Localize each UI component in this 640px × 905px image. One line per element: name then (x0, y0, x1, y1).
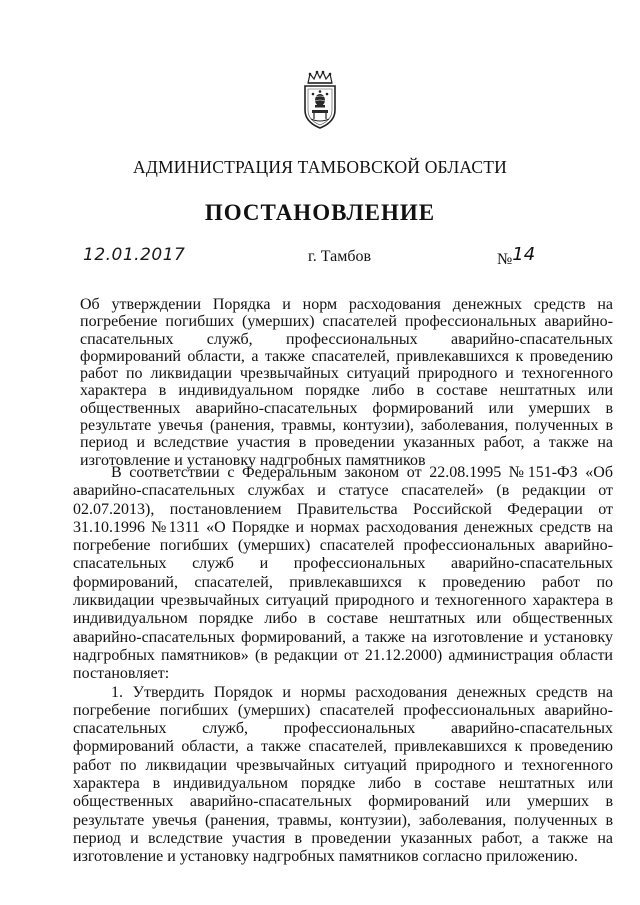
preamble-paragraph: В соответствии с Федеральным законом от 22.08.1995 №151-ФЗ «Об аварийно-спасательных службах и статусе спасателей» (в редакции от 02.07.2013), постановлением Правительства Российской Федерации от 31.10.1996 №1311 «О Порядке и нормах расходования денежных средств на погребение погибших (умерших) спасателей профессиональных аварийно-спасательных служб и профессиональных аварийно-спасательных формирований, спасателей, привлекавшихся к проведению работ по ликвидации чрезвычайных ситуаций природного и техногенного характера в индивидуальном порядке либо в составе нештатных или общественных аварийно-спасательных формирований, а также на изготовление и установку надгробных памятников» (в редакции от 21.12.2000) администрация области постановляет: (73, 464, 613, 683)
number-label: № (497, 251, 513, 268)
document-date: 12.01.2017 (83, 245, 186, 265)
document-subject: Об утверждении Порядка и норм расходования денежных средств на погребение погибших (умерших) спасателей профессиональных аварийно-спасательных служб, профессиональных аварийно-спасательных формирований области, а также спасателей, привлекавшихся к проведению работ по ликвидации чрезвычайных ситуаций природного и техногенного характера в индивидуальном порядке либо в составе нештатных или общественных аварийно-спасательных формирований или умерших в результате увечья (ранения, травмы, контузии), заболевания, полученных в период и вследствие участия в проведении указанных работ, а также на изготовление и установку надгробных памятников (80, 296, 613, 469)
authority-heading: АДМИНИСТРАЦИЯ ТАМБОВСКОЙ ОБЛАСТИ (133, 157, 507, 177)
document-meta-row (0, 244, 640, 272)
tambov-coat-of-arms-icon (299, 70, 341, 130)
document-type-heading: ПОСТАНОВЛЕНИЕ (204, 200, 436, 225)
document-city: г. Тамбов (308, 248, 372, 265)
number-value: 14 (512, 244, 536, 265)
document-number (497, 244, 536, 269)
resolution-item-1: 1. Утвердить Порядок и нормы расходования денежных средств на погребение погибших (умерших) спасателей профессиональных аварийно-спасательных служб, профессиональных аварийно-спасательных формирований области, а также спасателей, привлекавшихся к проведению работ по ликвидации чрезвычайных ситуаций природного и техногенного характера в индивидуальном порядке либо в составе нештатных или общественных аварийно-спасательных формирований или умерших в результате увечья (ранения, травмы, контузии), заболевания, полученных в период и вследствие участия в проведении указанных работ, а также на изготовление и установку надгробных памятников согласно приложению. (73, 683, 613, 866)
document-body (73, 464, 613, 867)
